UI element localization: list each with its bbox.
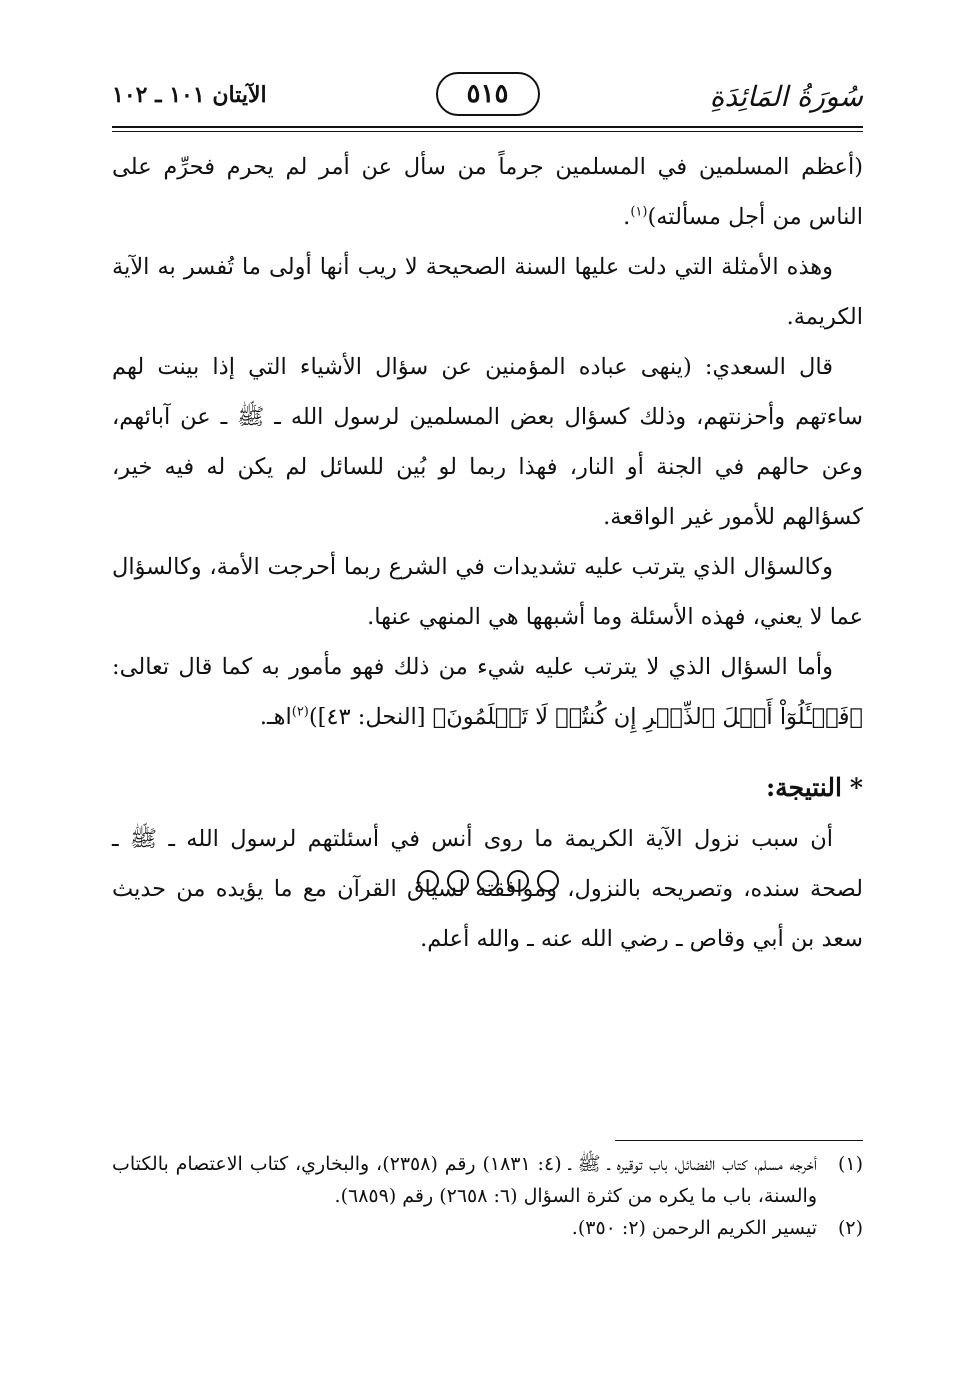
footnote-1 [112, 1148, 863, 1212]
circle-ornament-icon [507, 870, 529, 892]
footnote-number: (٢) [837, 1217, 863, 1239]
paragraph-saadi-quote: قال السعدي: (ينهى عباده المؤمنين عن سؤال الأشياء التي إذا بينت لهم ساءتهم وأحزنتهم، وذلك كسؤال بعض المسلمين لرسول الله ـ ﷺ ـ عن آبائهم، وعن حالهم في الجنة أو النار، فهذا ربما لو بُين للسائل لم يكن له فيه خير، كسؤالهم للأمور غير الواقعة. [112, 354, 863, 530]
surah-name: سُورَةُ المَائِدَةِ [709, 80, 863, 113]
star-icon: * [849, 773, 863, 802]
paragraph-hadith-quote [112, 142, 863, 242]
circle-ornament-icon [537, 870, 559, 892]
circle-ornament-icon [477, 870, 499, 892]
paragraph-conclusion: أن سبب نزول الآية الكريمة ما روى أنس في أسئلتهم لرسول الله ـ ﷺ ـ لصحة سنده، وتصريحه بالنزول، وموافقته لسياق القرآن مع ما يؤيده من حديث سعد بن أبي وقاص ـ رضي الله عنه ـ والله أعلم. [112, 826, 863, 952]
footnote-ref-2: (٢) [291, 704, 309, 720]
paragraph-text: (أعظم المسلمين في المسلمين جرماً من سأل عن أمر لم يحرم فحرِّم على الناس من أجل مسألته) [112, 154, 863, 230]
circle-ornament-icon [447, 870, 469, 892]
page-header [112, 72, 863, 124]
paragraph-text: وأما السؤال الذي لا يترتب عليه شيء من ذلك فهو مأمور به كما قال تعالى: [112, 654, 833, 680]
quran-verse: ﴿فَسۡـَٔلُوٓاْ أَهۡلَ ٱلذِّكۡرِ إِن كُنتُمۡ لَا تَعۡلَمُونَ﴾ [432, 704, 863, 730]
page-body [112, 142, 863, 964]
section-end-ornament [0, 870, 975, 896]
paragraph-end: اهـ. [259, 704, 292, 730]
paragraph-end: . [623, 204, 631, 230]
header-rule-thin [112, 131, 863, 132]
footnote-number: (١) [837, 1153, 863, 1175]
footnote-text: تيسير الكريم الرحمن (٢: ٣٥٠). [571, 1217, 817, 1239]
footnote-text: أخرجه مسلم، كتاب الفضائل، باب توقيره ـ ﷺ ـ (٤: ١٨٣١) رقم (٢٣٥٨)، والبخاري، كتاب الاعتصام بالكتاب والسنة، باب ما يكره من كثرة السؤال (٦: ٢٦٥٨) رقم (٦٨٥٩). [112, 1153, 817, 1207]
page-number: ٥١٥ [436, 72, 540, 116]
verse-citation: [النحل: ٤٣]) [308, 704, 426, 730]
footnote-2 [112, 1212, 863, 1244]
paragraph-examples: وهذه الأمثلة التي دلت عليها السنة الصحيحة لا ريب أنها أولى ما تُفسر به الآية الكريمة. [112, 254, 863, 330]
paragraph-permitted-questions [112, 642, 863, 742]
section-heading-conclusion [112, 762, 863, 814]
circle-ornament-icon [417, 870, 439, 892]
verse-range: الآيتان ١٠١ ـ ١٠٢ [112, 82, 267, 108]
footnote-separator [615, 1140, 863, 1141]
footnote-ref-1: (١) [630, 204, 648, 220]
header-rule [112, 126, 863, 128]
footnotes [112, 1148, 863, 1244]
paragraph-questions: وكالسؤال الذي يترتب عليه تشديدات في الشرع ربما أحرجت الأمة، وكالسؤال عما لا يعني، فهذه الأسئلة وما أشبهها هي المنهي عنها. [112, 554, 863, 630]
heading-text: النتيجة: [765, 773, 842, 802]
